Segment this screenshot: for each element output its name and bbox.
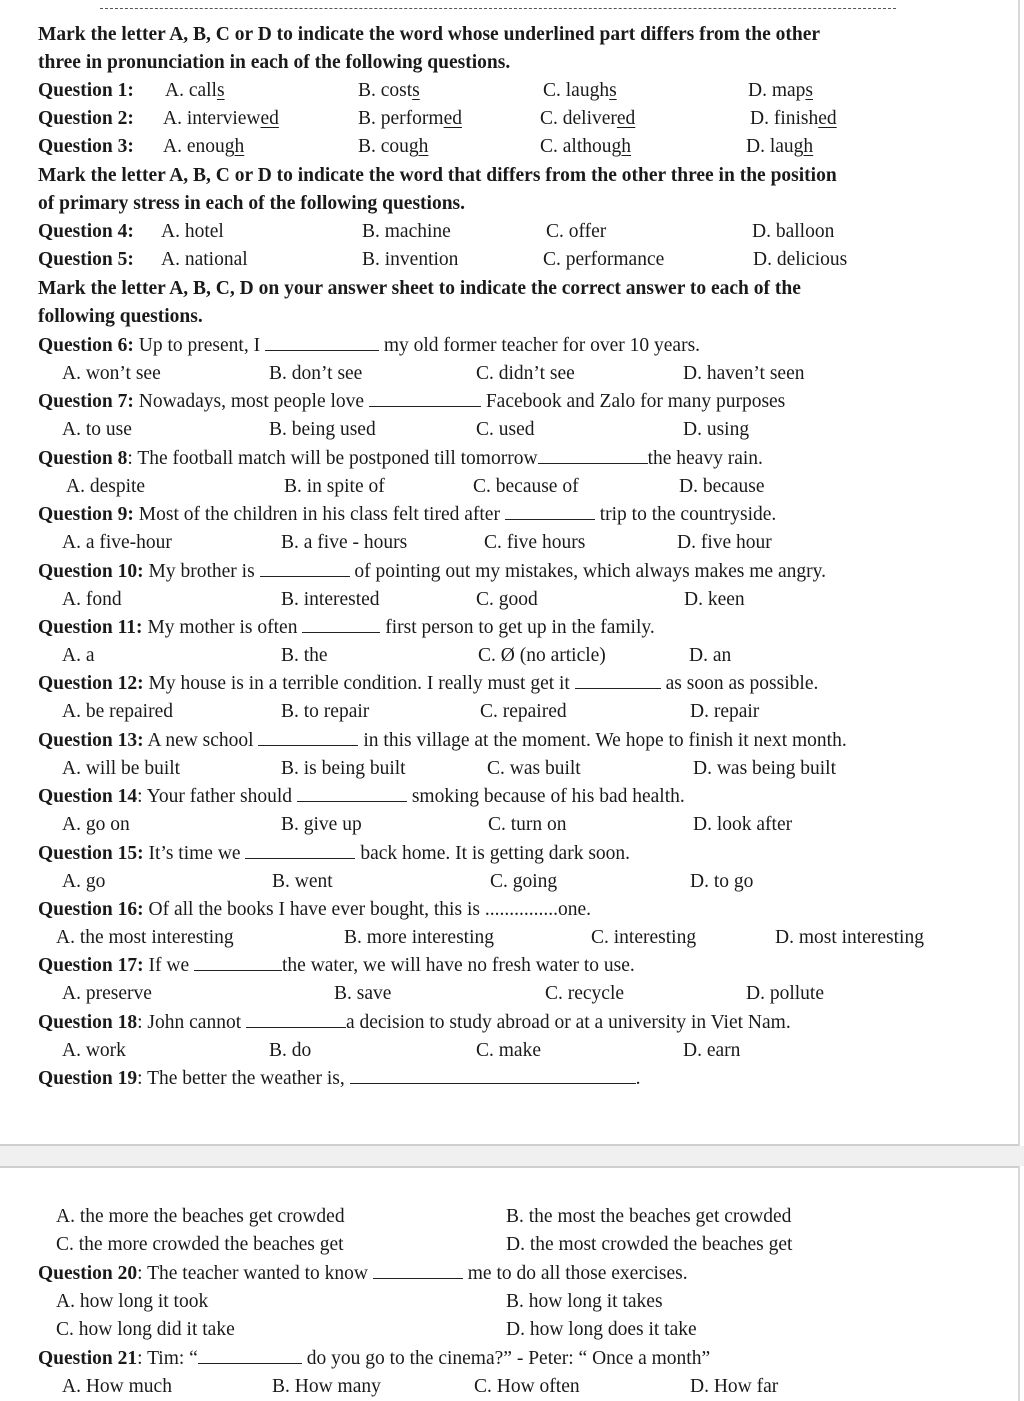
option-b: B. costs (358, 80, 420, 101)
option-d: D. finished (750, 108, 837, 129)
answer-blank (538, 445, 648, 464)
question-12: Question 12: My house is in a terrible condition. I really must get it as soon as possible. (0, 670, 1020, 698)
question-21-options (0, 1373, 1020, 1401)
answer-blank (245, 840, 355, 859)
option-c: C. recycle (545, 983, 625, 1004)
option-c: C. laughs (543, 80, 617, 101)
question-12-options (0, 698, 1020, 726)
option-b: B. being used (269, 419, 376, 440)
option-c: C. repaired (480, 701, 567, 722)
question-21: Question 21: Tim: “ do you go to the cinema?” - Peter: “ Once a month” (0, 1345, 1020, 1373)
option-c: C. performance (543, 249, 665, 270)
option-b: B. in spite of (284, 476, 385, 497)
question-16-options (0, 924, 1020, 952)
answer-blank (369, 388, 481, 407)
option-d: D. keen (684, 589, 745, 610)
question-1: Question 1: A. calls B. costs C. laughs D. maps (0, 77, 1020, 105)
option-d: D. an (689, 645, 732, 666)
question-19-options-row-2 (0, 1231, 1020, 1259)
option-c: C. although (540, 136, 631, 157)
question-10-options (0, 586, 1020, 614)
option-a: A. fond (62, 589, 122, 610)
answer-blank (265, 332, 379, 351)
question-13: Question 13: A new school in this village at the moment. We hope to finish it next month. (0, 727, 1020, 755)
question-11-options (0, 642, 1020, 670)
option-a: A. calls (165, 80, 225, 101)
option-c: C. the more crowded the beaches get (56, 1234, 344, 1255)
instruction-multiple-choice: Mark the letter A, B, C, D on your answer sheet to indicate the correct answer to each of the (38, 278, 801, 299)
option-c: C. how long did it take (56, 1319, 235, 1340)
option-d: D. How far (690, 1376, 779, 1397)
option-d: D. five hour (677, 532, 772, 553)
question-20-options-row-2 (0, 1316, 1020, 1344)
answer-blank (575, 670, 661, 689)
question-20-options-row-1 (0, 1288, 1020, 1316)
option-a: A. go (62, 871, 106, 892)
option-c: C. good (476, 589, 538, 610)
question-14-options (0, 811, 1020, 839)
question-17-options (0, 980, 1020, 1008)
option-a: A. interviewed (163, 108, 279, 129)
option-d: D. haven’t seen (683, 363, 805, 384)
page-gap (0, 1146, 1024, 1166)
option-a: A. go on (62, 814, 130, 835)
answer-blank (260, 558, 350, 577)
option-d: D. most interesting (775, 927, 924, 948)
option-a: A. How much (62, 1376, 172, 1397)
option-b: B. the (281, 645, 328, 666)
option-a: A. will be built (62, 758, 181, 779)
option-a: A. to use (62, 419, 132, 440)
option-b: B. How many (272, 1376, 381, 1397)
question-11: Question 11: My mother is often first person to get up in the family. (0, 614, 1020, 642)
option-c: C. five hours (484, 532, 586, 553)
option-d: D. maps (748, 80, 813, 101)
answer-blank (373, 1260, 463, 1279)
question-15-options (0, 868, 1020, 896)
answer-blank (246, 1009, 346, 1028)
option-b: B. save (334, 983, 392, 1004)
question-2: Question 2: A. interviewed B. performed C. delivered D. finished (0, 105, 1020, 133)
answer-blank (302, 614, 380, 633)
instruction-pronunciation: Mark the letter A, B, C or D to indicate the word whose underlined part differs from the other (38, 24, 821, 45)
answer-blank (194, 952, 282, 971)
option-d: D. to go (690, 871, 754, 892)
question-7-options (0, 416, 1020, 444)
question-13-options (0, 755, 1020, 783)
question-18-options (0, 1037, 1020, 1065)
option-a: A. a (62, 645, 95, 666)
question-8: Question 8: The football match will be postponed till tomorrow the heavy rain. (0, 445, 1020, 473)
option-d: D. repair (690, 701, 760, 722)
option-a: A. preserve (62, 983, 152, 1004)
question-17: Question 17: If we the water, we will have no fresh water to use. (0, 952, 1020, 980)
option-d: D. the most crowded the beaches get (506, 1234, 793, 1255)
option-d: D. delicious (753, 249, 848, 270)
option-b: B. more interesting (344, 927, 495, 948)
question-3: Question 3: A. enough B. cough C. although D. laugh (0, 133, 1020, 161)
option-c: C. delivered (540, 108, 636, 129)
option-b: B. interested (281, 589, 380, 610)
instruction-stress-cont: of primary stress in each of the following questions. (38, 193, 466, 214)
option-b: B. is being built (281, 758, 406, 779)
option-b: B. how long it takes (506, 1291, 663, 1312)
option-c: C. offer (546, 221, 607, 242)
option-d: D. was being built (693, 758, 836, 779)
option-b: B. give up (281, 814, 362, 835)
option-a: A. despite (66, 476, 146, 497)
answer-blank (258, 727, 358, 746)
instruction-pronunciation-cont: three in pronunciation in each of the following questions. (38, 52, 511, 73)
question-4: Question 4: A. hotel B. machine C. offer D. balloon (0, 218, 1020, 246)
option-d: D. using (683, 419, 750, 440)
answer-blank (297, 783, 407, 802)
option-b: B. went (272, 871, 333, 892)
option-d: D. look after (693, 814, 793, 835)
option-c: C. Ø (no article) (478, 645, 606, 666)
answer-blank (505, 501, 595, 520)
option-b: B. a five - hours (281, 532, 408, 553)
option-b: B. invention (362, 249, 459, 270)
option-d: D. because (679, 476, 765, 497)
question-9-options (0, 529, 1020, 557)
option-d: D. how long does it take (506, 1319, 697, 1340)
question-15: Question 15: It’s time we back home. It is getting dark soon. (0, 840, 1020, 868)
option-a: A. enough (163, 136, 245, 157)
option-d: D. balloon (752, 221, 835, 242)
option-b: B. the most the beaches get crowded (506, 1206, 792, 1227)
option-b: B. do (269, 1040, 312, 1061)
question-7: Question 7: Nowadays, most people love Facebook and Zalo for many purposes (0, 388, 1020, 416)
answer-blank (198, 1345, 302, 1364)
option-b: B. machine (362, 221, 451, 242)
option-b: B. cough (358, 136, 429, 157)
option-d: D. pollute (746, 983, 824, 1004)
option-b: B. don’t see (269, 363, 363, 384)
question-18: Question 18: John cannot a decision to study abroad or at a university in Viet Nam. (0, 1009, 1020, 1037)
question-6-options (0, 360, 1020, 388)
question-10: Question 10: My brother is of pointing out my mistakes, which always makes me angry. (0, 558, 1020, 586)
instruction-multiple-choice-cont: following questions. (38, 306, 203, 327)
option-c: C. because of (473, 476, 579, 497)
option-a: A. work (62, 1040, 126, 1061)
option-c: C. used (476, 419, 535, 440)
answer-blank (350, 1065, 636, 1084)
option-c: C. make (476, 1040, 541, 1061)
option-c: C. going (490, 871, 558, 892)
question-14: Question 14: Your father should smoking because of his bad health. (0, 783, 1020, 811)
option-a: A. the more the beaches get crowded (56, 1206, 345, 1227)
worksheet-page-2 (0, 1166, 1020, 1401)
option-c: C. turn on (488, 814, 567, 835)
question-9: Question 9: Most of the children in his class felt tired after trip to the countryside. (0, 501, 1020, 529)
option-a: A. be repaired (62, 701, 173, 722)
dashed-divider (100, 8, 896, 9)
question-6: Question 6: Up to present, I my old former teacher for over 10 years. (0, 332, 1020, 360)
option-c: C. interesting (591, 927, 697, 948)
option-a: A. national (161, 249, 248, 270)
option-a: A. a five-hour (62, 532, 172, 553)
instruction-stress: Mark the letter A, B, C or D to indicate the word that differs from the other three in the position (38, 165, 837, 186)
question-16: Question 16: Of all the books I have ever bought, this is ...............one. (38, 899, 591, 920)
option-d: D. laugh (746, 136, 814, 157)
option-c: C. How often (474, 1376, 580, 1397)
option-a: A. how long it took (56, 1291, 209, 1312)
question-19: Question 19: The better the weather is, . (0, 1065, 1020, 1093)
question-5: Question 5: A. national B. invention C. performance D. delicious (0, 246, 1020, 274)
question-8-options (0, 473, 1020, 501)
option-b: B. to repair (281, 701, 370, 722)
option-a: A. the most interesting (56, 927, 234, 948)
question-19-options-row-1 (0, 1203, 1020, 1231)
option-a: A. hotel (161, 221, 224, 242)
option-c: C. didn’t see (476, 363, 575, 384)
option-c: C. was built (487, 758, 581, 779)
question-20: Question 20: The teacher wanted to know me to do all those exercises. (0, 1260, 1020, 1288)
option-a: A. won’t see (62, 363, 161, 384)
option-d: D. earn (683, 1040, 741, 1061)
option-b: B. performed (358, 108, 462, 129)
